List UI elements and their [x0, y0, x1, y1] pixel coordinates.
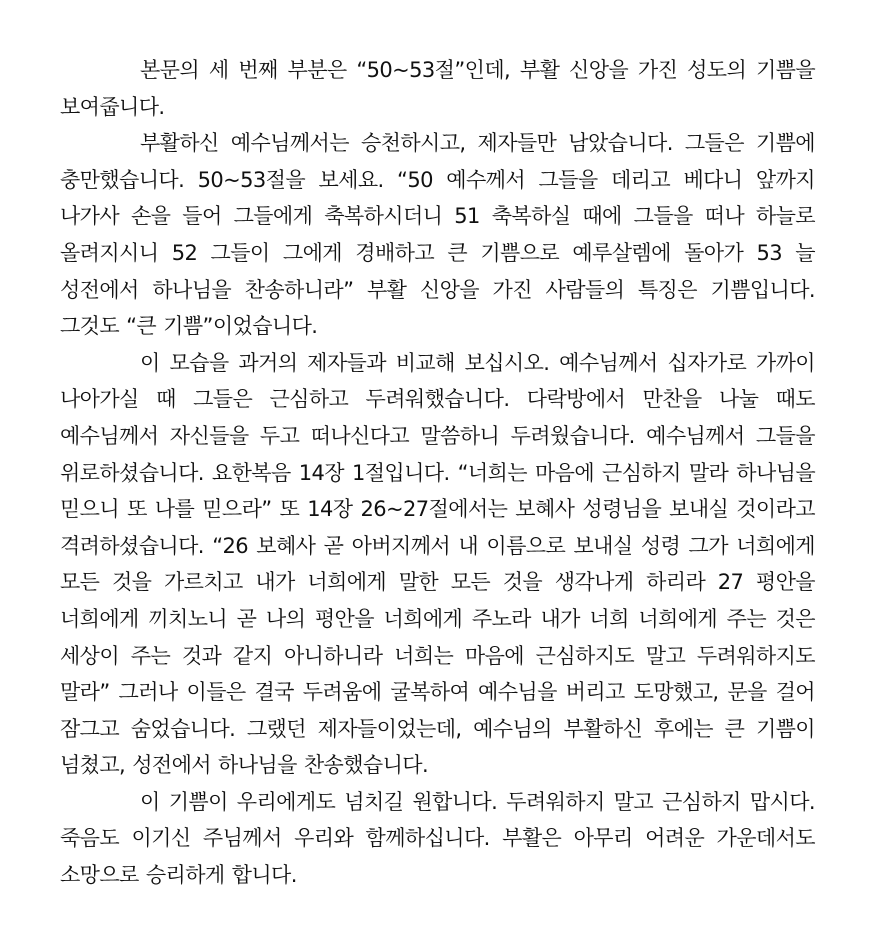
- document-body: [60, 52, 815, 894]
- paragraph-1: 본문의 세 번째 부분은 “50~53절”인데, 부활 신앙을 가진 성도의 기쁨을 보여줍니다.: [60, 58, 815, 119]
- paragraph-4: 이 기쁨이 우리에게도 넘치길 원합니다. 두려워하지 말고 근심하지 맙시다. 죽음도 이기신 주님께서 우리와 함께하십니다. 부활은 아무리 어려운 가운데서도 소망으로 승리하게 합니다.: [60, 789, 815, 888]
- paragraph-3: 이 모습을 과거의 제자들과 비교해 보십시오. 예수님께서 십자가로 가까이 나아가실 때 그들은 근심하고 두려워했습니다. 다락방에서 만찬을 나눌 때도 예수님께서 자신들을 두고 떠나신다고 말씀하니 두려웠습니다. 예수님께서 그들을 위로하셨습니다. 요한복음 14장 1절입니다. “너희는 마음에 근심하지 말라 하나님을 믿으니 또 나를 믿으라” 또 14장 26~27절에서는 보혜사 성령님을 보내실 것이라고 격려하셨습니다. “26 보혜사 곧 아버지께서 내 이름으로 보내실 성령 그가 너희에게 모든 것을 가르치고 내가 너희에게 말한 모든 것을 생각나게 하리라 27 평안을 너희에게 끼치노니 곧 나의 평안을 너희에게 주노라 내가 너희 너희에게 주는 것은 세상이 주는 것과 같지 아니하니라 너희는 마음에 근심하지도 말고 두려워하지도 말라” 그러나 이들은 결국 두려움에 굴복하여 예수님을 버리고 도망했고, 문을 걸어 잠그고 숨었습니다. 그랬던 제자들이었는데, 예수님의 부활하신 후에는 큰 기쁨이 넘쳤고, 성전에서 하나님을 찬송했습니다.: [60, 350, 815, 778]
- paragraph-2: 부활하신 예수님께서는 승천하시고, 제자들만 남았습니다. 그들은 기쁨에 충만했습니다. 50~53절을 보세요. “50 예수께서 그들을 데리고 베다니 앞까지 나가사 손을 들어 그들에게 축복하시더니 51 축복하실 때에 그들을 떠나 하늘로 올려지시니 52 그들이 그에게 경배하고 큰 기쁨으로 예루살렘에 돌아가 53 늘 성전에서 하나님을 찬송하니라” 부활 신앙을 가진 사람들의 특징은 기쁨입니다. 그것도 “큰 기쁨”이었습니다.: [60, 131, 815, 339]
